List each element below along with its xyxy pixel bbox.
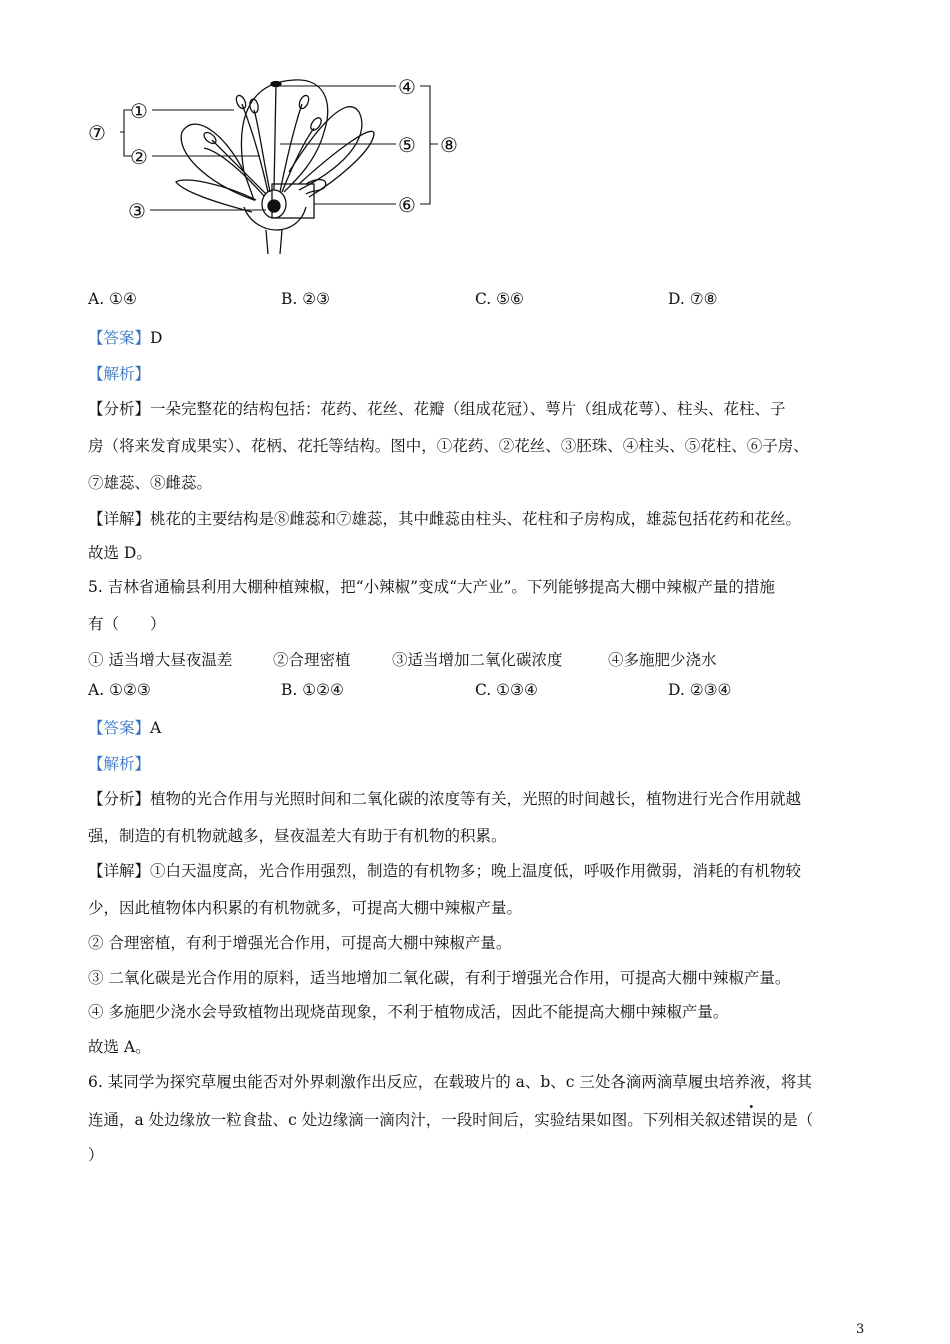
- xiangjie-tag: 【详解】: [88, 510, 151, 528]
- q5-xiangjie-line-5: ④ 多施肥少浇水会导致植物出现烧苗现象，不利于植物成活，因此不能提高大棚中辣椒产量。: [88, 1003, 729, 1021]
- q5-item-1: ① 适当增大昼夜温差: [88, 651, 233, 669]
- callout-3: ③: [128, 199, 146, 223]
- q4-answer-line: [88, 326, 162, 348]
- q5-item-3: ③适当增加二氧化碳浓度: [392, 651, 563, 669]
- q4-option-c: C. ⑤⑥: [475, 290, 524, 308]
- answer-tag: 【答案】: [88, 329, 151, 347]
- q6-stem-line-3: ）: [88, 1146, 104, 1164]
- q6-stem-line-2: [88, 1108, 813, 1130]
- style: [274, 84, 276, 190]
- fenxi-text: 植物的光合作用与光照时间和二氧化碳的浓度等有关，光照的时间越长，植物进行光合作用就越: [150, 790, 802, 808]
- answer-value: A: [150, 719, 162, 737]
- q4-fenxi-line-1: [88, 397, 786, 419]
- q5-option-b: B. ①②④: [281, 681, 344, 699]
- q5-stem-line-2: 有（ ）: [88, 615, 166, 633]
- q5-xiangjie-line-4: ③ 二氧化碳是光合作用的原料，适当地增加二氧化碳，有利于增强光合作用，可提高大棚中辣椒产量。: [88, 969, 791, 987]
- q6-stem-text: 连通，a 处边缘放一粒食盐、c 处边缘滴一滴肉汁，一段时间后，实验结果如图。下列相关叙述: [88, 1111, 736, 1129]
- q5-stem-line-1: 5. 吉林省通榆县利用大棚种植辣椒，把“小辣椒”变成“大产业”。下列能够提高大棚中辣椒产量的措施: [88, 578, 775, 596]
- q5-item-4: ④多施肥少浇水: [608, 651, 717, 669]
- callout-2: ②: [130, 145, 148, 169]
- q4-option-a: A. ①④: [88, 290, 137, 308]
- sepal: [306, 180, 326, 194]
- fenxi-tag: 【分析】: [88, 790, 151, 808]
- q4-jiexi-tag: 【解析】: [88, 365, 151, 383]
- q5-fenxi-line-2: 强，制造的有机物就越多，昼夜温差大有助于有机物的积累。: [88, 827, 507, 845]
- q5-xiangjie-line-1: [88, 859, 801, 881]
- q5-item-2: ②合理密植: [273, 651, 351, 669]
- q5-answer-line: [88, 716, 161, 738]
- q4-option-d: D. ⑦⑧: [668, 290, 718, 308]
- callout-7: ⑦: [88, 121, 106, 145]
- petal-right: [289, 107, 362, 190]
- q4-fenxi-line-2: 房（将来发育成果实）、花柄、花托等结构。图中，①花药、②花丝、③胚珠、④柱头、⑤花柱、⑥子房、: [88, 437, 809, 455]
- callout-6: ⑥: [398, 193, 416, 217]
- q5-option-c: C. ①③④: [475, 681, 538, 699]
- q4-conclusion: 故选 D。: [88, 544, 152, 562]
- fenxi-tag: 【分析】: [88, 400, 151, 418]
- callout-4: ④: [398, 75, 416, 99]
- q5-jiexi-tag: 【解析】: [88, 755, 151, 773]
- xiangjie-tag: 【详解】: [88, 862, 151, 880]
- ovule: [268, 200, 280, 212]
- q5-xiangjie-line-3: ② 合理密植，有利于增强光合作用，可提高大棚中辣椒产量。: [88, 934, 512, 952]
- q5-option-d: D. ②③④: [668, 681, 732, 699]
- q5-option-a: A. ①②③: [88, 681, 151, 699]
- q4-option-b: B. ②③: [281, 290, 331, 308]
- q6-stem-line-1: 6. 某同学为探究草履虫能否对外界刺激作出反应，在载玻片的 a、b、c 三处各滴两滴草履虫培养液，将其: [88, 1073, 812, 1091]
- xiangjie-text: 桃花的主要结构是⑧雌蕊和⑦雄蕊，其中雌蕊由柱头、花柱和子房构成，雄蕊包括花药和花丝。: [150, 510, 802, 528]
- petal-back: [241, 80, 327, 192]
- page-number: 3: [856, 1322, 865, 1337]
- q5-xiangjie-line-2: 少，因此植物体内积累的有机物就多，可提高大棚中辣椒产量。: [88, 899, 523, 917]
- callout-5: ⑤: [398, 133, 416, 157]
- xiangjie-text: ①白天温度高，光合作用强烈，制造的有机物多；晚上温度低，呼吸作用微弱，消耗的有机物较: [150, 862, 802, 880]
- answer-tag: 【答案】: [88, 719, 151, 737]
- q5-conclusion: 故选 A。: [88, 1038, 151, 1056]
- q4-xiangjie-line-1: [88, 507, 801, 529]
- fenxi-text: 一朵完整花的结构包括：花药、花丝、花瓣（组成花冠）、萼片（组成花萼）、柱头、花柱、子: [150, 400, 786, 418]
- flower-stalk: [266, 230, 282, 254]
- q4-fenxi-line-3: ⑦雄蕊、⑧雌蕊。: [88, 474, 213, 492]
- answer-value: D: [150, 329, 163, 347]
- q6-stem-tail: 的是（: [766, 1111, 814, 1129]
- q5-fenxi-line-1: [88, 787, 801, 809]
- callout-8: ⑧: [440, 133, 458, 157]
- callout-1: ①: [130, 99, 148, 123]
- q6-emphasis-text: 错误: [735, 1111, 767, 1129]
- flower-structure-diagram: [84, 72, 474, 262]
